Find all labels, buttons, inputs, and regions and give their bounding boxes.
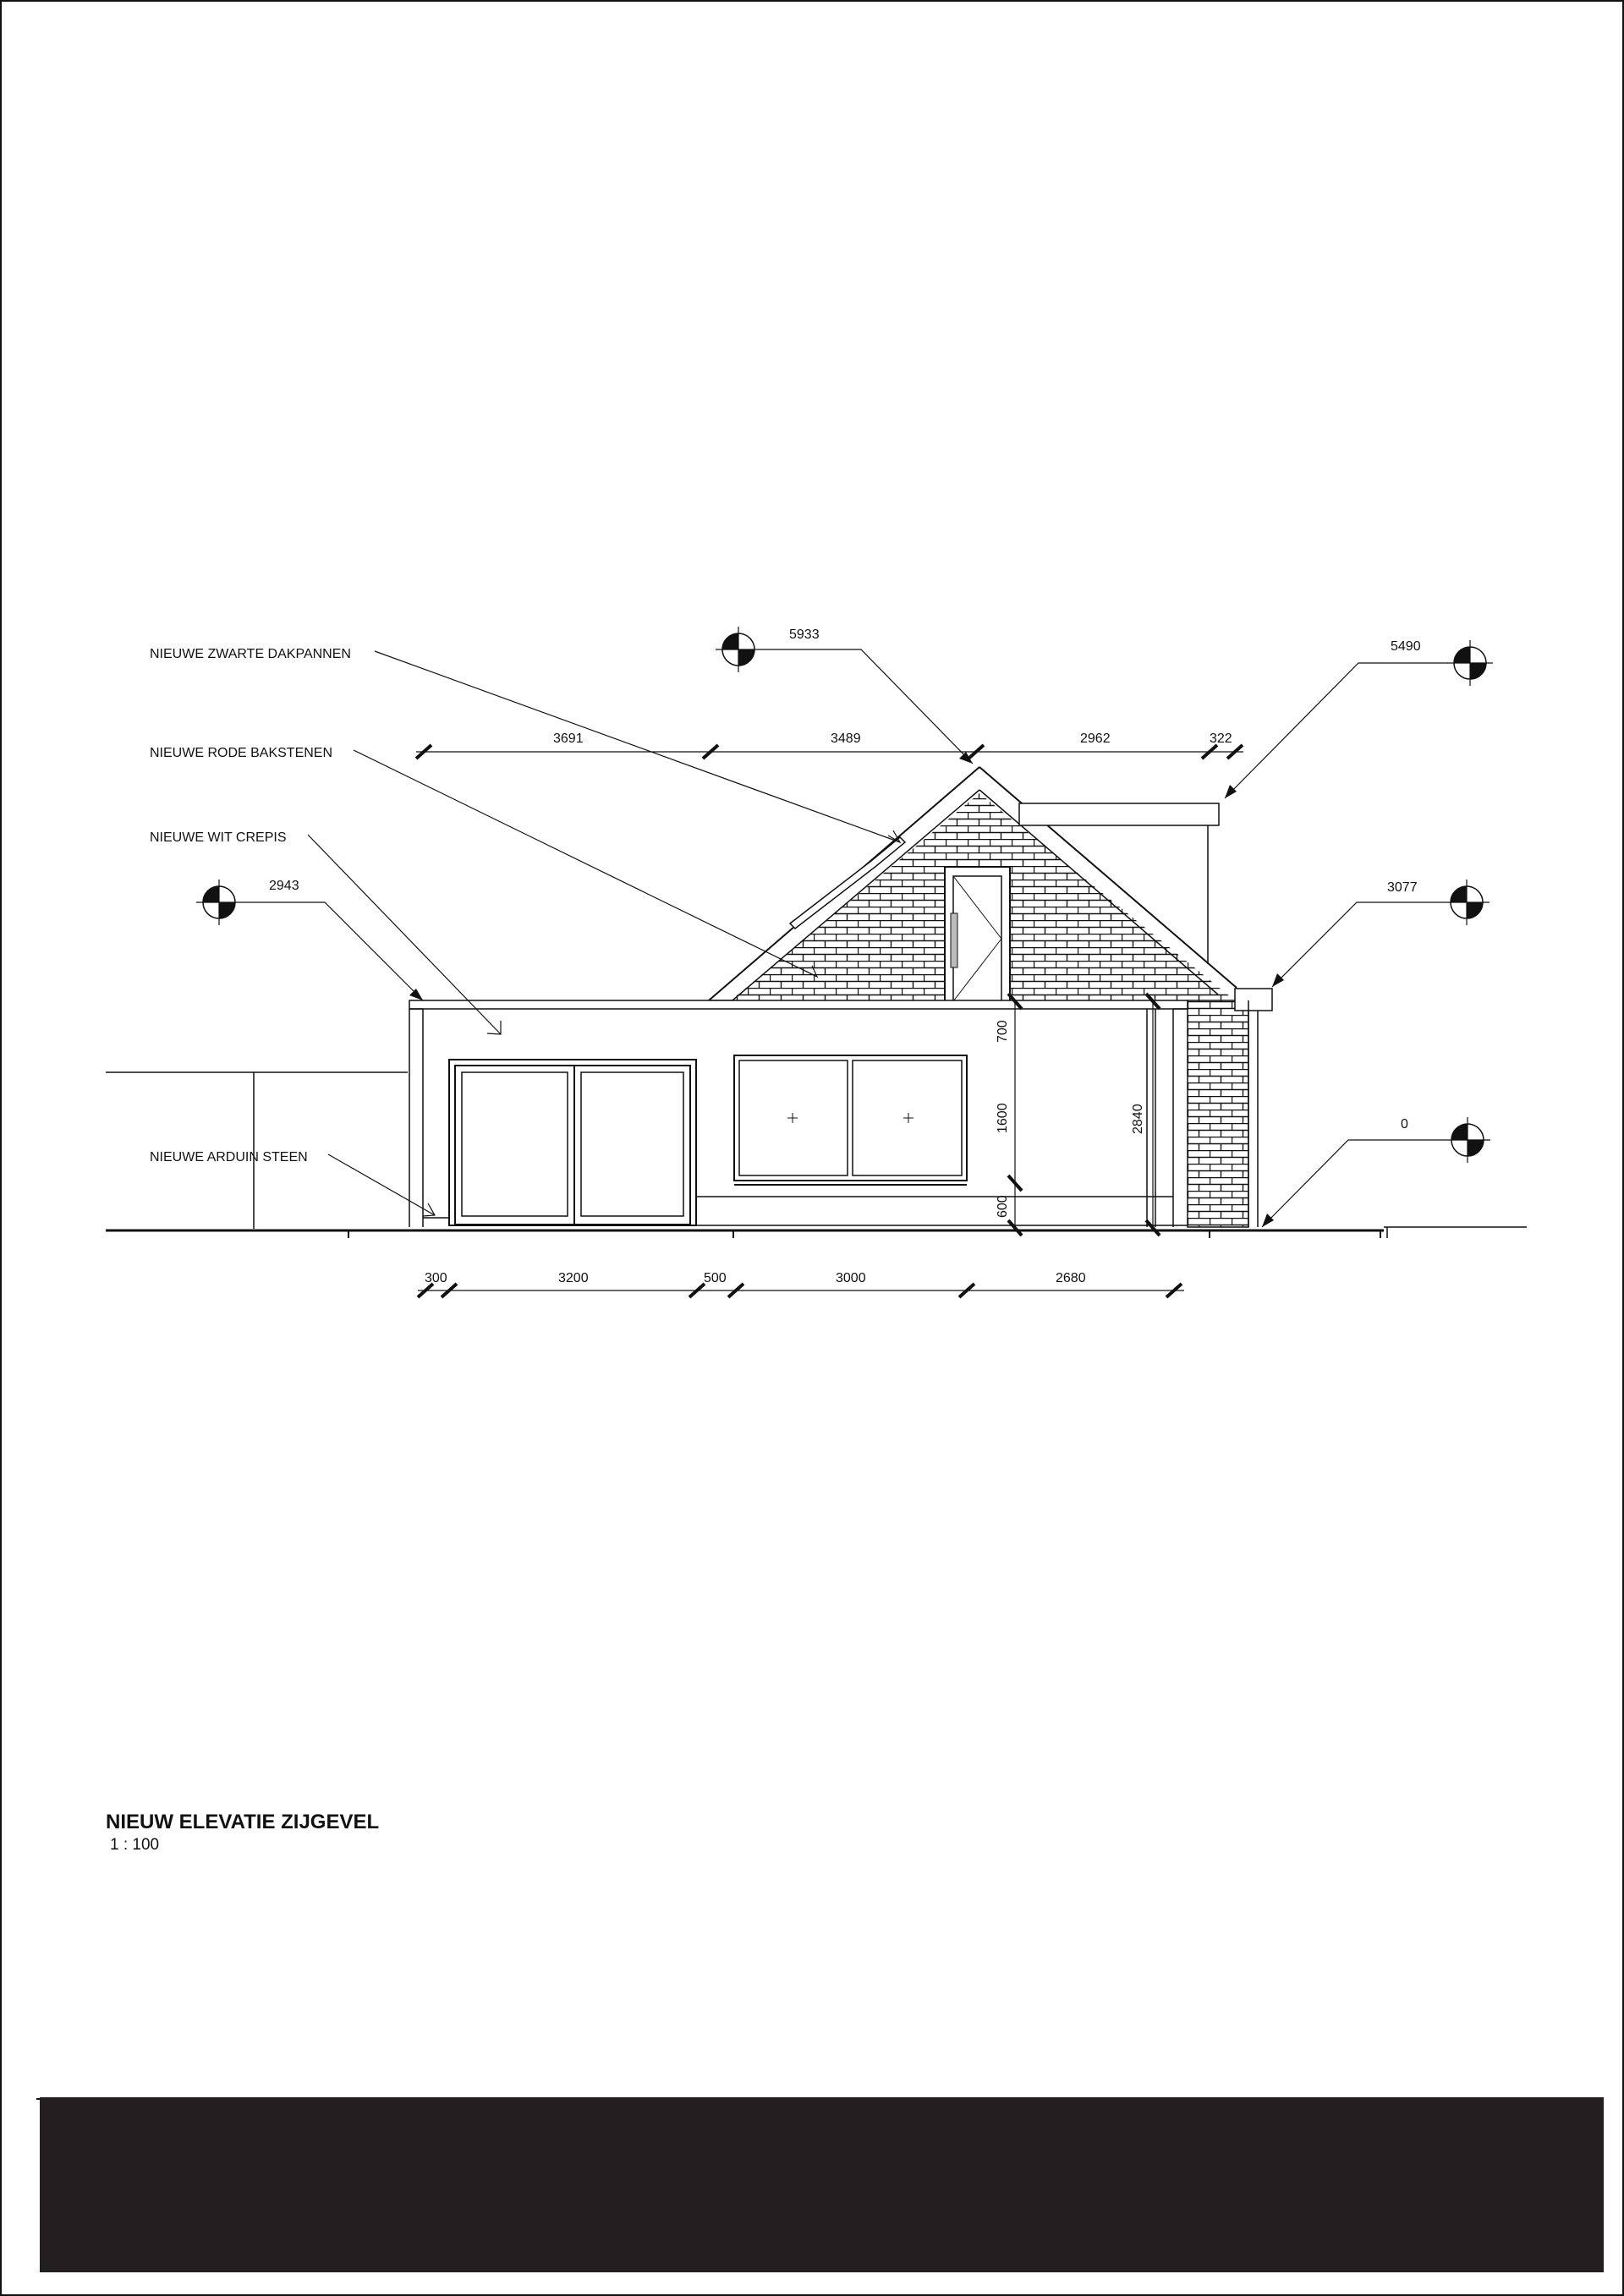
svg-text:5490: 5490 — [1391, 639, 1421, 654]
sliding-door — [449, 1060, 696, 1225]
svg-text:5933: 5933 — [789, 627, 820, 642]
drawing-title: NIEUW ELEVATIE ZIJGEVEL — [106, 1811, 380, 1833]
top-dim-3: 2962 — [1080, 732, 1111, 746]
title-block — [40, 2097, 1604, 2272]
annotation-roof-tiles: NIEUWE ZWARTE DAKPANNEN — [150, 647, 351, 661]
svg-text:3077: 3077 — [1387, 880, 1418, 895]
bottom-dim-2: 3200 — [558, 1271, 589, 1285]
level-marker-eave-right — [1225, 639, 1493, 798]
level-marker-parapet-left — [196, 879, 423, 1000]
level-marker-parapet-right — [1272, 879, 1490, 987]
vertical-dim-3: 600 — [996, 1195, 1010, 1218]
top-dim-4: 322 — [1210, 732, 1232, 746]
vertical-dim-1: 700 — [996, 1020, 1010, 1043]
bottom-dim-5: 2680 — [1056, 1271, 1086, 1285]
bottom-dim-3: 500 — [704, 1271, 727, 1285]
top-dim-2: 3489 — [831, 732, 861, 746]
double-window — [734, 1055, 967, 1185]
bottom-dim-1: 300 — [425, 1271, 447, 1285]
level-marker-ground — [1262, 1117, 1490, 1227]
annotation-red-bricks: NIEUWE RODE BAKSTENEN — [150, 746, 333, 760]
bottom-dim-4: 3000 — [836, 1271, 866, 1285]
top-dimension-chain — [416, 745, 1243, 759]
vertical-dim-height: 2840 — [1131, 1104, 1145, 1134]
svg-text:0: 0 — [1401, 1117, 1408, 1132]
brick-wall-right — [1188, 1000, 1248, 1227]
annotation-white-plaster: NIEUWE WIT CREPIS — [150, 830, 287, 845]
annotation-bluestone: NIEUWE ARDUIN STEEN — [150, 1150, 308, 1164]
bottom-dimension-chain — [418, 1284, 1184, 1297]
svg-text:2943: 2943 — [269, 879, 299, 893]
top-dim-1: 3691 — [553, 732, 584, 746]
building-elevation — [106, 767, 1527, 1238]
vertical-dim-2: 1600 — [996, 1103, 1010, 1133]
drawing-scale: 1 : 100 — [110, 1836, 160, 1854]
